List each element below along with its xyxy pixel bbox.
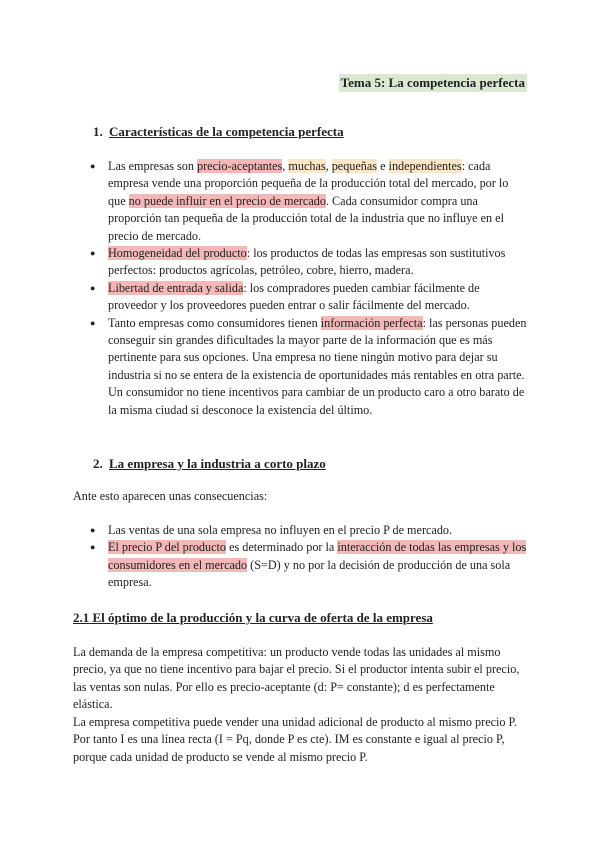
highlight: muchas xyxy=(288,159,326,173)
list-item: ● Las empresas son precio-aceptantes, muchas, pequeñas e independientes: cada empresa vende una proporción pequeña de la producción total del mercado, por lo que no puede influir en el precio de mercado. Cada consumidor compra una proporción tan pequeña de la producción total de la industria que no influye en el precio de mercado. xyxy=(88,158,528,245)
section-2-1-heading xyxy=(73,610,433,626)
highlight: información perfecta xyxy=(320,315,423,330)
section-2-1-number: 2.1 xyxy=(73,610,90,625)
list-item: ● Libertad de entrada y salida: los compradores pueden cambiar fácilmente de proveedor y los proveedores pueden entrar o salir fácilmente del mercado. xyxy=(88,280,528,315)
list-item: ● Homogeneidad del producto: los productos de todas las empresas son sustitutivos perfectos: productos agrícolas, petróleo, cobre, hierro, madera. xyxy=(88,245,528,280)
paragraph: La empresa competitiva puede vender una unidad adicional de producto al mismo precio P. Por tanto I es una línea recta (I = Pq, donde P es cte). IM es constante e igual al precio P, porque cada unidad de producto se vende al mismo precio P. xyxy=(73,715,518,764)
section-2-intro: Ante esto aparecen unas consecuencias: xyxy=(73,489,268,503)
section-1-number: 1. xyxy=(93,124,103,139)
document-title: Tema 5: La competencia perfecta xyxy=(340,75,525,90)
highlight: no puede influir en el precio de mercado xyxy=(128,193,326,208)
highlight: interacción de todas las empresas y los consumidores en el mercado xyxy=(108,540,527,572)
list-item: ● Tanto empresas como consumidores tienen información perfecta: las personas pueden conseguir sin grandes dificultades la mayor parte de la información que es más pertinente para sus opciones. Una empresa no tiene ningún motivo para dejar su industria si no se entera de la existencia de oportunidades más rentables en otra parte. Un consumidor no tiene incentivos para cambiar de un producto caro a otro barato de la misma ciudad si desconoce la existencia del último. xyxy=(88,315,528,419)
list-item: ● El precio P del producto es determinado por la interacción de todas las empresas y los consumidores en el mercado (S=D) y no por la decisión de producción de una sola empresa. xyxy=(88,539,528,591)
section-2-list xyxy=(88,522,528,592)
highlight: pequeñas xyxy=(331,159,378,173)
section-2-number: 2. xyxy=(93,456,103,471)
section-2-1-title: El óptimo de la producción y la curva de oferta de la empresa xyxy=(92,610,433,625)
highlight: El precio P del producto xyxy=(108,540,227,555)
highlight: independientes xyxy=(388,159,462,173)
section-1-title: Características de la competencia perfecta xyxy=(109,124,344,139)
section-2-title: La empresa y la industria a corto plazo xyxy=(109,456,326,471)
section-1-heading xyxy=(93,124,344,140)
section-2-heading xyxy=(93,456,326,472)
highlight: Libertad de entrada y salida xyxy=(108,280,244,295)
list-item: ● Las ventas de una sola empresa no influyen en el precio P de mercado. xyxy=(88,522,528,539)
highlight: precio-aceptantes xyxy=(197,159,283,173)
paragraph: La demanda de la empresa competitiva: un producto vende todas las unidades al mismo precio, ya que no tiene incentivo para bajar el precio. Si el productor intenta subir el precio, las ventas son nulas. Por ello es precio-aceptante (d: P= constante); d es perfectamente elástica. xyxy=(73,645,520,712)
highlight: Homogeneidad del producto xyxy=(108,246,247,261)
section-1-list xyxy=(88,158,528,419)
